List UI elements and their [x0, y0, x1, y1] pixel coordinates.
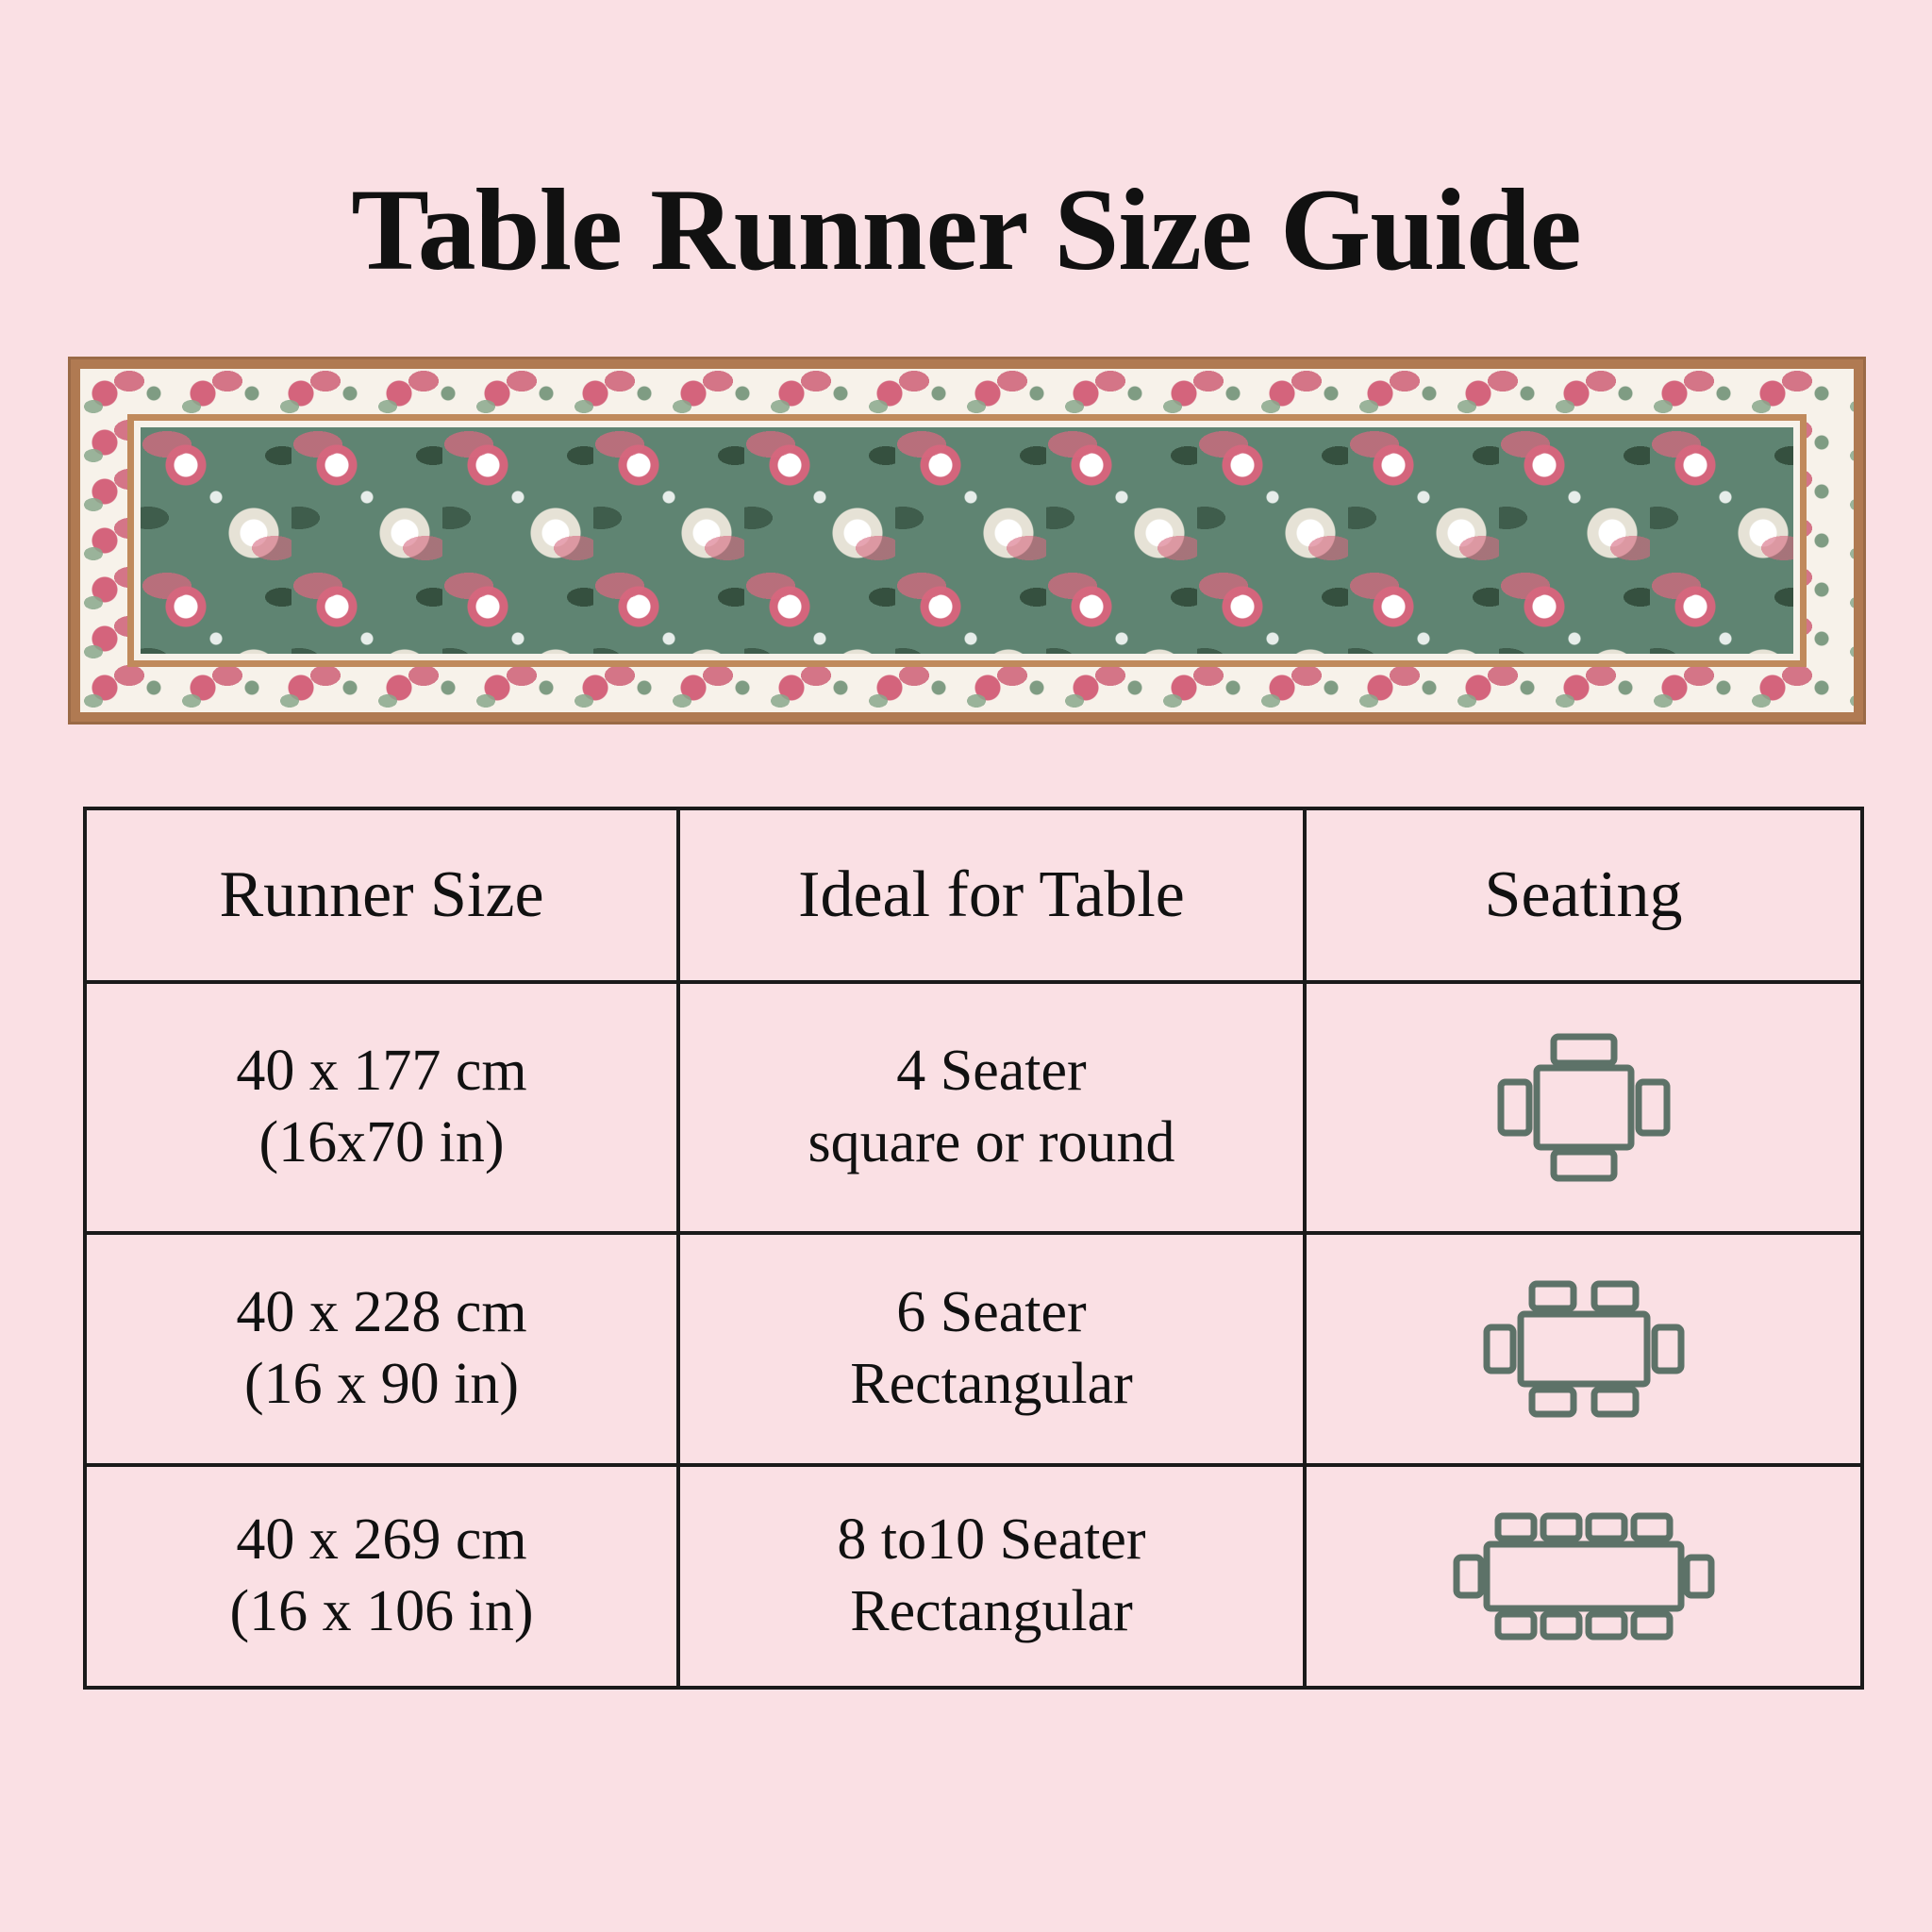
page-title: Table Runner Size Guide: [351, 165, 1581, 294]
cell-runner-size: [85, 982, 678, 1233]
cell-ideal-for-table: [678, 1233, 1305, 1465]
ideal-table-line2: Rectangular: [850, 1579, 1133, 1643]
ten-seat-table-icon: [1428, 1491, 1740, 1661]
runner-size-in: (16 x 90 in): [243, 1352, 520, 1416]
cell-seating: [1305, 1465, 1862, 1688]
size-guide-table: [83, 807, 1864, 1690]
six-seat-table-icon: [1447, 1259, 1721, 1439]
product-image: [68, 357, 1866, 724]
runner-floral-field: [141, 427, 1793, 654]
four-seat-table-icon: [1457, 1008, 1711, 1207]
cell-ideal-for-table: [678, 982, 1305, 1233]
table-header-row: [85, 808, 1862, 982]
cell-runner-size: [85, 1465, 678, 1688]
runner-size-in: (16x70 in): [258, 1110, 505, 1174]
table-row: [85, 982, 1862, 1233]
column-header-runner-size: Runner Size: [85, 808, 678, 982]
ideal-table-line1: 6 Seater: [896, 1280, 1087, 1345]
cell-runner-size: [85, 1233, 678, 1465]
ideal-table-line2: square or round: [808, 1110, 1175, 1174]
ideal-table-line2: Rectangular: [850, 1352, 1133, 1416]
ideal-table-line1: 4 Seater: [896, 1039, 1087, 1104]
runner-size-cm: 40 x 269 cm: [236, 1507, 527, 1573]
ideal-table-line1: 8 to10 Seater: [837, 1507, 1146, 1573]
runner-size-cm: 40 x 228 cm: [236, 1280, 527, 1345]
column-header-ideal-for-table: Ideal for Table: [678, 808, 1305, 982]
cell-seating: [1305, 1233, 1862, 1465]
runner-size-in: (16 x 106 in): [229, 1579, 534, 1643]
cell-seating: [1305, 982, 1862, 1233]
table-runner-graphic: [68, 357, 1866, 724]
cell-ideal-for-table: [678, 1465, 1305, 1688]
table-row: [85, 1233, 1862, 1465]
table-row: [85, 1465, 1862, 1688]
column-header-seating: Seating: [1305, 808, 1862, 982]
runner-size-cm: 40 x 177 cm: [236, 1039, 527, 1104]
